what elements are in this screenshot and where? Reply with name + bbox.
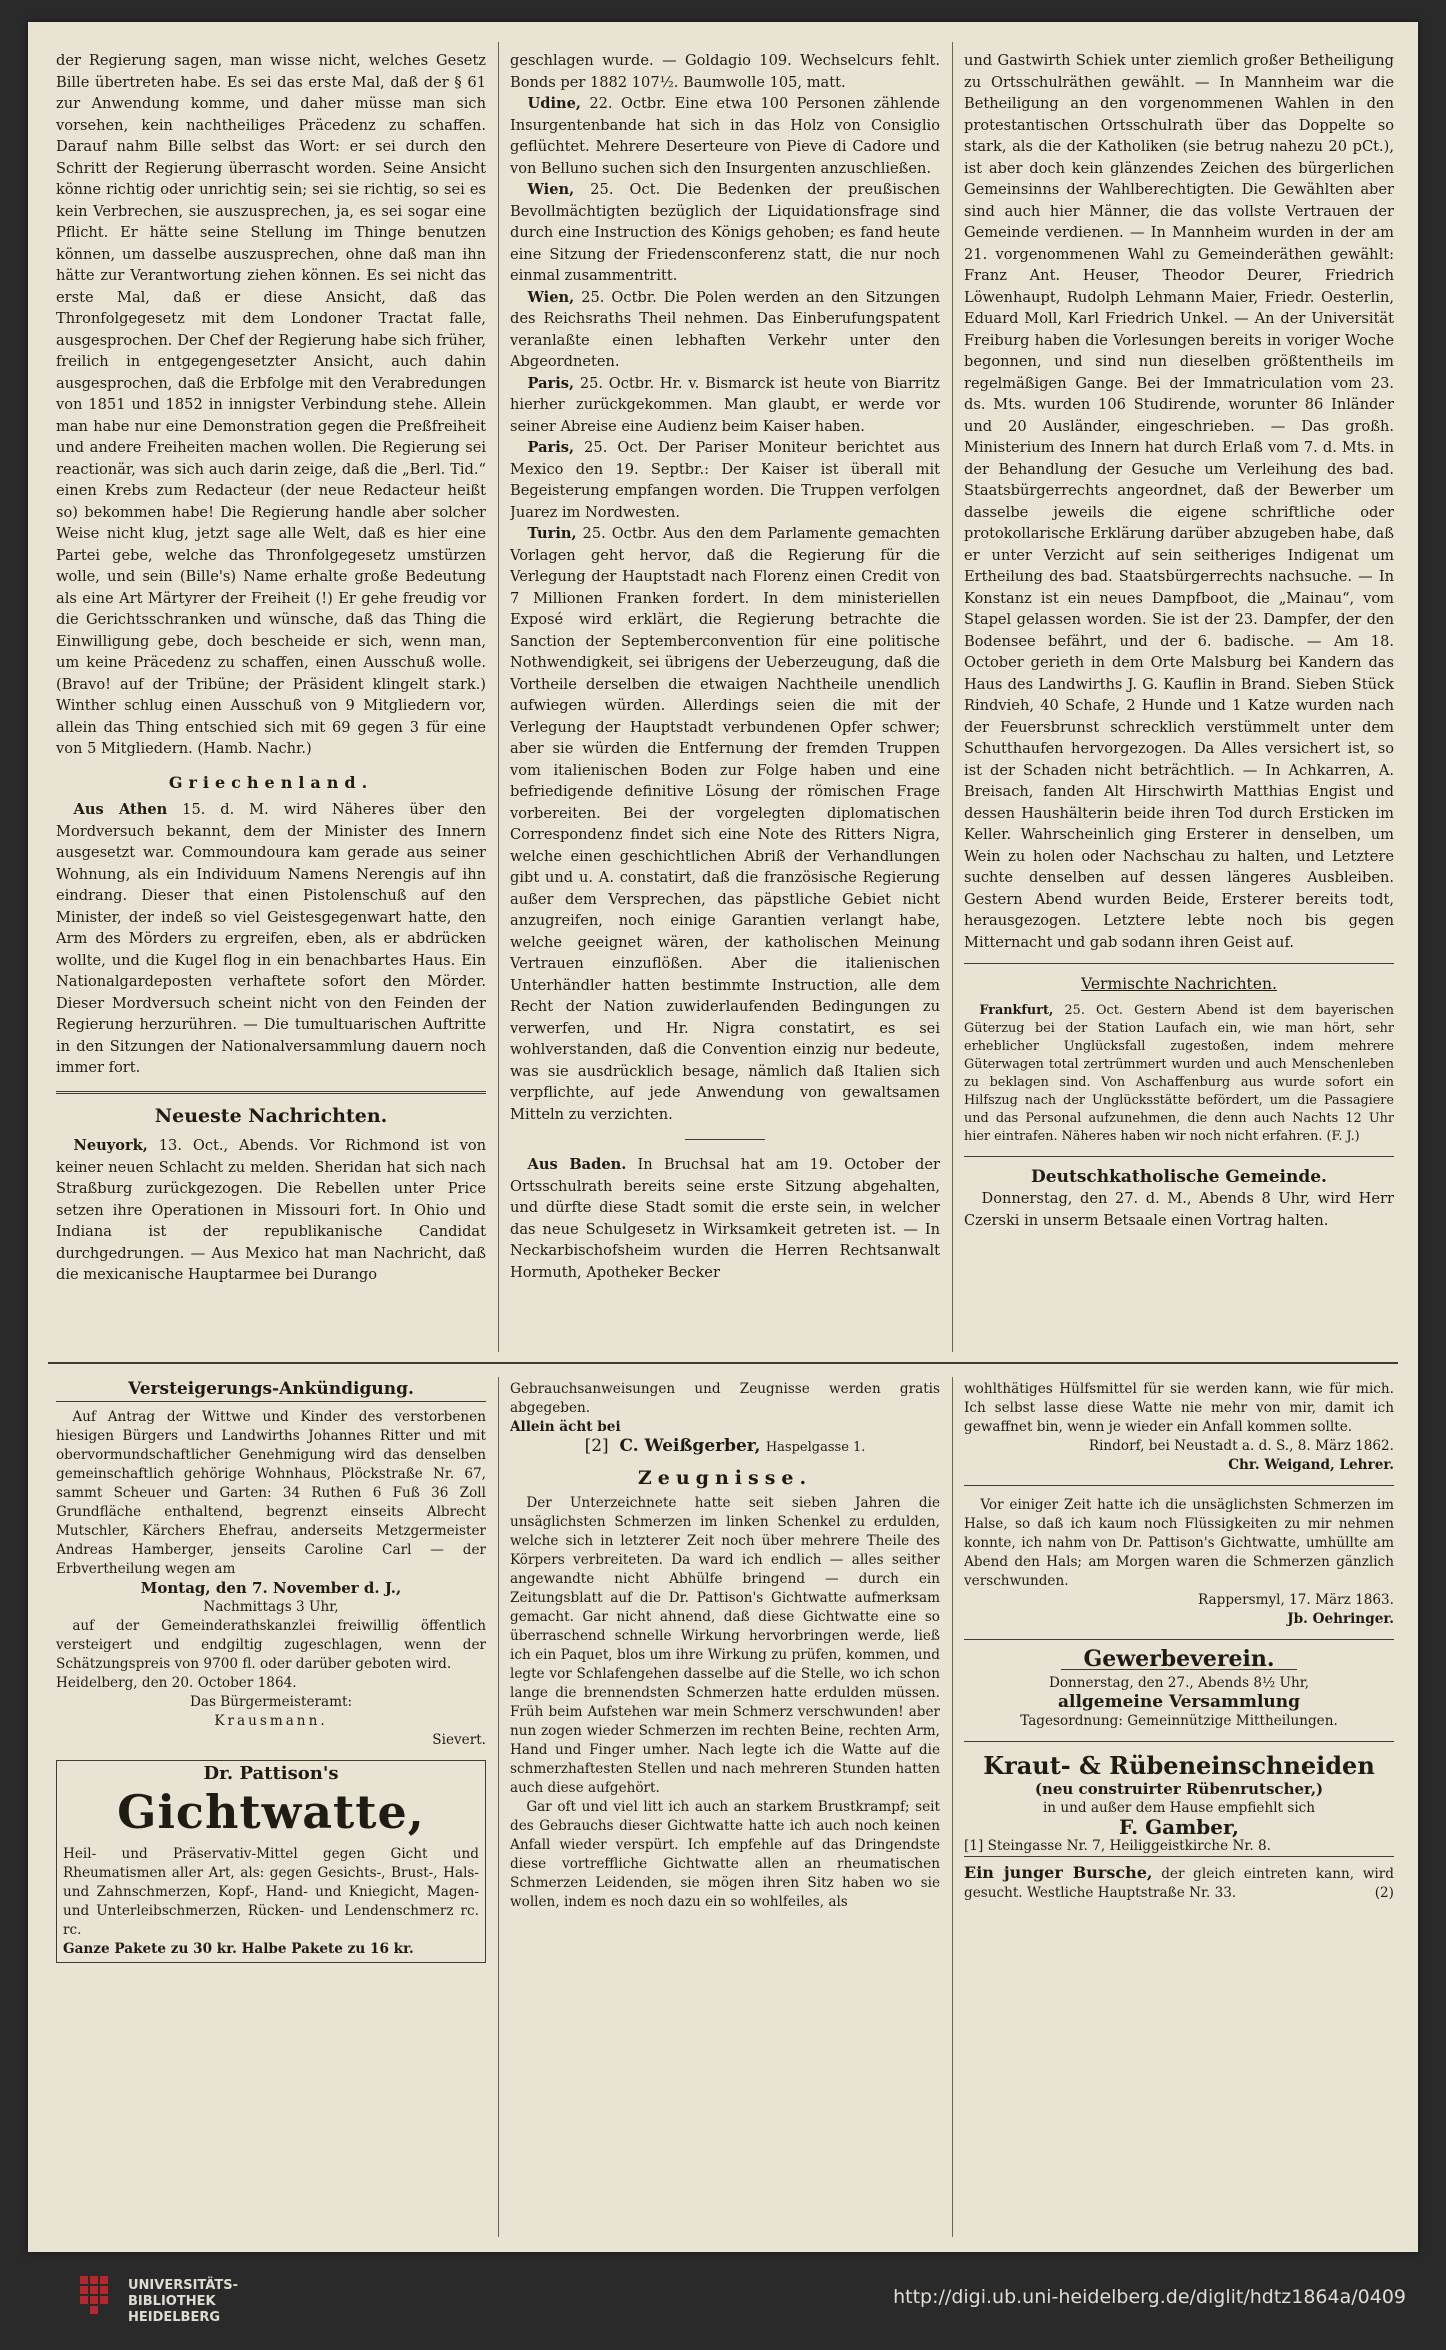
ads-divider (48, 1362, 1398, 1364)
library-name (128, 2278, 238, 2326)
article-text (964, 1002, 1394, 1146)
dateline: Aus Athen (73, 801, 168, 818)
testimonial-place: Rappersmyl, 17. März 1863. (1198, 1592, 1394, 1608)
section-heading-dk: Deutschkatholische Gemeinde. (1031, 1166, 1327, 1187)
testimonial: Der Unterzeichnete hatte seit sieben Jahren die unsäglichsten Schmerzen im linken Schenkel zu erdulden, welche sich in letzterer Zeit noch über mehrere Theile des Körpers verbreiteten. Da ward ich endlich — alles seither angewandte nicht Abhülfe bringend — durch ein Zeitungsblatt auf die Dr. Pattison's Gichtwatte aufmerksam gemacht. Gar nicht ahnend, daß diese Gichtwatte eine so überraschend schnelle Wirkung hervorbringen werde, ließ ich ein Paquet, blos um ihre Wirkung zu prüfen, kommen, und legte vor Schlafengehen dasselbe auf die Stelle, wo ich schon lange die brennendsten Schmerzen hatte erdulden müssen. Früh beim Aufstehen war mein Schmerz verschwunden! aber nun zogen wieder Schmerzen im rechten Beine, rechten Arm, Hand und Finger umher. Nach legte ich die Watte auf die schmerzhaftesten Stellen und nach mehreren Stunden hatten auch diese aufgehört. (510, 1495, 940, 1796)
auction-title: Versteigerungs-Ankündigung. (56, 1380, 486, 1402)
dateline: Udine, (527, 95, 581, 112)
column-3 (964, 50, 1394, 1350)
divider (964, 1156, 1394, 1157)
bursche-ad (964, 1863, 1394, 1903)
pattison-text: Heil- und Präservativ-Mittel gegen Gicht und Rheumatismen aller Art, als: gegen Gesichts-, Brust-, Hals- und Zahnschmerzen, Kopf-, Hand- und Kniegicht, Magen- und Unterleibschmerzen, Rücken- und Lendenschmerz rc. rc. (63, 1846, 479, 1938)
library-name-line: BIBLIOTHEK (128, 2294, 216, 2309)
article-text (510, 523, 940, 1125)
dateline: Neuyork, (73, 1137, 148, 1154)
only-at: Allein ächt bei (510, 1419, 621, 1435)
article-body: 15. d. M. wird Näheres über den Mordversuch bekannt, dem der Minister des Innern ausgesetzt war. Commoundoura kam gerade aus seiner Wohnung, als ein Individuum Namens Nerengis auf ihn eindrang. Dieser that einen Pistolenschuß auf den Minister, der indeß so viel Geistesgegenwart hatte, den Arm des Mörders zu ergreifen, eben, als er abdrücken wollte, und die Kugel flog in ein benachbartes Haus. Ein Nationalgardeposten verhaftete sofort den Mörder. Dieser Mordversuch scheint nicht von den Feinden der Regierung herzurühren. — Die tumultuarischen Auftritte in den Sitzungen der Nationalversammlung dauern noch immer fort. (56, 801, 486, 1076)
gv-date: Donnerstag, den 27., Abends 8½ Uhr, (1048, 1675, 1310, 1691)
article-body: 25. Octbr. Die Polen werden an den Sitzungen des Reichsraths Theil nehmen. Das Einberufungspatent veranlaßte einen lebhaften Verkehr unter den Abgeordneten. (510, 288, 940, 370)
article-body: 22. Octbr. Eine etwa 100 Personen zählende Insurgentenbande hat sich in das Holz von Consiglio geflüchtet. Mehrere Deserteure von Pieve di Cadore und von Belluno suchen sich den Insurgenten anzuschließen. (510, 95, 940, 177)
divider (685, 1139, 765, 1140)
gv-title: Gewerbeverein. (1061, 1650, 1298, 1670)
seller-address: Haspelgasse 1. (765, 1440, 866, 1455)
article-body: 25. Oct. Gestern Abend ist dem bayerischen Güterzug bei der Station Laufach ein, wie man hört, sehr erheblicher Unglücksfall zugestoßen, indem mehrere Güterwagen total zertrümmert wurden und auch Menschenleben zu beklagen sind. Von Aschaffenburg aus wurde sofort ein Hilfszug nach der Unglücksstätte befördert, um die Passagiere und das Personal aufzunehmen, die denn auch Nachts 12 Uhr hier eintrafen. Näheres haben wir noch nicht erfahren. (F. J.) (964, 1002, 1394, 1144)
article-text (56, 1135, 486, 1286)
testimonial: wohlthätiges Hülfsmittel für sie werden kann, wie für mich. Ich selbst lasse diese Watte nie mehr von mir, damit ich gewaffnet bin, wenn je wieder ein Anfall kommen sollte. (964, 1381, 1394, 1435)
divider (964, 1639, 1394, 1640)
column-divider (498, 1377, 499, 2237)
auction-date: Montag, den 7. November d. J., (140, 1579, 402, 1597)
testimonial: Vor einiger Zeit hatte ich die unsäglichsten Schmerzen im Halse, so daß ich kaum noch Flüssigkeiten zu mir nehmen konnte, ich nahm von Dr. Pattison's Gichtwatte, umhüllte am Abend den Hals; am Morgen waren die Schmerzen gänzlich verschwunden. (964, 1497, 1394, 1589)
column-divider (952, 42, 953, 1352)
article-text: geschlagen wurde. — Goldagio 109. Wechselcurs fehlt. Bonds per 1882 107½. Baumwolle 105, matt. (510, 52, 940, 91)
pattison-price: Ganze Pakete zu 30 kr. Halbe Pakete zu 16 kr. (63, 1941, 414, 1957)
pattison-brand: Dr. Pattison's (203, 1763, 339, 1784)
testimonial-name: Jb. Oehringer. (1287, 1611, 1394, 1627)
article-body: 13. Oct., Abends. Vor Richmond ist von keiner neuen Schlacht zu melden. Sheridan hat sich nach Straßburg zurückgezogen. Die Rebellen unter Price setzen ihre Operationen in Missouri fort. In Ohio und Indiana ist der republikanische Candidat durchgedrungen. — Aus Mexico hat man Nachricht, daß die mexicanische Hauptarmee bei Durango (56, 1137, 486, 1283)
ref-number: [2] (584, 1436, 609, 1456)
article-body: 25. Octbr. Aus den dem Parlamente gemachten Vorlagen geht hervor, daß die Regierung für die Verlegung der Hauptstadt nach Florenz einen Credit von 7 Millionen Franken fordert. In dem ministeriellen Exposé wird erklärt, die Regierung betrachte die Sanction der Septemberconvention für eine politische Nothwendigkeit, sei übrigens der Ueberzeugung, daß die Vortheile derselben die etwaigen Nachtheile unendlich aufwiegen würden. Allerdings seien die mit der Verlegung der Hauptstadt verbundenen Opfer schwer; aber sie würden die Entfernung der fremden Truppen vom italienischen Boden zur Folge haben und eine befriedigende definitive Lösung der römischen Frage vorbereiten. Bei der vorgelegten diplomatischen Correspondenz findet sich eine Note des Ritters Nigra, welche einen geschichtlichen Abriß der Verhandlungen gibt und u. A. constatirt, daß die französische Regierung außer dem Versprechen, das päpstliche Gebiet nicht anzugreifen, noch einige Garantien verlangt habe, welche geeignet wären, der katholischen Meinung Vertrauen einzuflößen. Aber die italienischen Unterhändler hatten bestimmte Instruction, alle dem Recht der Nation zuwiderlaufenden Bedingungen zu verwerfen, und Hr. Nigra constatirt, es sei wohlverstanden, daß die Convention einzig nur bedeute, was sie ausdrücklich besage, nämlich daß Italien sich verpflichte, auf jede Anwendung von gewaltsamen Mitteln zu verzichten. (510, 525, 940, 1123)
divider (964, 1741, 1394, 1742)
gv-meeting: allgemeine Versammlung (1057, 1692, 1301, 1712)
article-body: In Bruchsal hat am 19. October der Ortsschulrath bereits seine erste Sitzung abgehalten, und dürfte diese Stadt somit die erste sein, in welcher das neue Schulgesetz in Wirksamkeit getreten ist. — In Neckarbischofsheim wurden die Herren Rechtsanwalt Hormuth, Apotheker Becker (510, 1156, 940, 1281)
ads-column-1 (56, 1380, 486, 2240)
column-1 (56, 50, 486, 1350)
seller (510, 1437, 940, 1457)
divider (964, 963, 1394, 964)
gamber-name: F. Gamber, (1118, 1815, 1240, 1839)
auction-office: Das Bürgermeisteramt: (189, 1694, 353, 1710)
article-text (510, 179, 940, 287)
auction-text: Auf Antrag der Wittwe und Kinder des verstorbenen hiesigen Bürgers und Landwirths Johannes Ritter und mit obervormundschaftlicher Genehmigung wird das denselben gemeinschaftlich gehörige Wohnhaus, Plöckstraße Nr. 67, sammt Scheuer und Garten: 34 Ruthen 6 Fuß 36 Zoll Grundfläche enthaltend, begrenzt einseits Albrecht Mutschler, Kärchers Ehefrau, anderseits Metzgermeister Andreas Hamberger, jenseits Caroline Carl — der Erbvertheilung wegen am (56, 1409, 486, 1577)
testimonial-place: Rindorf, bei Neustadt a. d. S., 8. März 1862. (1088, 1438, 1394, 1454)
divider (964, 1485, 1394, 1486)
testimonial-name: Chr. Weigand, Lehrer. (1228, 1457, 1394, 1473)
library-logo-icon (78, 2274, 118, 2324)
ads-column-3 (964, 1380, 1394, 2240)
bursche-title: Ein junger Bursche, (964, 1863, 1153, 1882)
kraut-text: in und außer dem Hause empfiehlt sich (1042, 1800, 1316, 1816)
kraut-sub: (neu construirter Rübenrutscher,) (1034, 1780, 1324, 1798)
auction-time: Nachmittags 3 Uhr, (203, 1599, 339, 1615)
pattison-ad (56, 1760, 486, 1963)
dateline: Aus Baden. (527, 1156, 627, 1173)
testimonial: Gar oft und viel litt ich auch an starkem Brustkrampf; seit des Gebrauchs dieser Gichtwatte hatte ich auch noch keinen Anfall wieder verspürt. Ich empfehle auf das Dringendste diese vortreffliche Gichtwatte allen an rheumatischen Schmerzen Leidenden, sie mögen ihren Sitz haben wo sie wollen, indem es noch dazu ein so wohlfeiles, als (510, 1799, 940, 1910)
column-divider (952, 1377, 953, 2237)
article-text: Donnerstag, den 27. d. M., Abends 8 Uhr, wird Herr Czerski in unserm Betsaale einen Vortrag halten. (964, 1190, 1394, 1229)
article-text (510, 1154, 940, 1283)
kraut-title: Kraut- & Rübeneinschneiden (983, 1751, 1375, 1780)
dateline: Frankfurt, (979, 1002, 1054, 1018)
column-divider (498, 42, 499, 1352)
dateline: Turin, (527, 525, 577, 542)
dateline: Paris, (527, 439, 575, 456)
section-heading-greece: Griechenland. (168, 772, 374, 792)
article-text (510, 93, 940, 179)
article-text: und Gastwirth Schiek unter ziemlich großer Betheiligung zu Ortsschulräthen gewählt. — In Mannheim war die Betheiligung an den vorgenommenen Wahlen in den protestantischen Ortsschulrath über das Doppelte so stark, als die der Katholiken (sie betrug nahezu 20 pCt.), ist aber doch kein glänzendes Zeichen des bürgerlichen Gemeinsinns der Wahlberechtigten. Die Gewählten aber sind auch hier Männer, die das vollste Vertrauen der Gemeinde verdienen. — In Mannheim wurden in der am 21. vorgenommenen Wahl zu Gemeinderäthen gewählt: Franz Ant. Heuser, Theodor Deurer, Friedrich Löwenhaupt, Rudolph Lehmann Maier, Friedr. Oesterlin, Eduard Moll, Karl Friedrich Unkel. — An der Universität Freiburg haben die Vorlesungen bereits in voriger Woche begonnen, und sind nun dieselben größtentheils im regelmäßigen Gange. Bei der Immatriculation vom 23. ds. Mts. wurden 106 Studirende, worunter 86 Inländer und 20 Ausländer, eingeschrieben. — Das großh. Ministerium des Innern hat durch Erlaß vom 7. d. Mts. in der Behandlung der Gesuche um Verleihung des bad. Staatsbürgerrechts angeordnet, daß der Bewerber um dasselbe jeweils die eigene schriftliche oder protokollarische Erklärung darüber abzugeben habe, daß er unter Verzicht auf sein seitheriges Indigenat um Ertheilung des bad. Staatsbürgerrechts nachsuche. — In Konstanz ist ein neues Dampfboot, die „Mainau“, vom Stapel gelassen worden. Sie ist der 23. Dampfer, der den Bodensee befährt, und der 6. badische. — Am 18. October gerieth in dem Orte Malsburg bei Kandern das Haus des Landwirths J. G. Kauflin in Brand. Sieben Stück Rindvieh, 40 Schafe, 2 Hunde und 1 Katze wurden nach der Feuersbrunst schrecklich verstümmelt unter dem Schutthaufen hervorgezogen. Da Alles versichert ist, so ist der Schaden nicht beträchtlich. — In Achkarren, A. Breisach, fanden Alt Hirschwirth Matthias Engist und dessen Haushälterin beide ihren Tod durch Ersticken im Keller. Wahrscheinlich ging Ersterer in denselben, um Wein zu holen oder Nachschau zu halten, und Letztere suchte denselben auf dessen längeres Ausbleiben. Gestern Abend wurden Beide, Ersterer bereits todt, herausgezogen. Letztere lebte noch bis gegen Mitternacht und gab sodann ihren Geist auf. (964, 52, 1394, 951)
article-text (510, 437, 940, 523)
dateline: Paris, (527, 374, 575, 392)
dateline: Wien, (527, 181, 575, 198)
ads-column-2 (510, 1380, 940, 2240)
article-body: 25. Octbr. Hr. v. Bismarck ist heute von Biarritz hierher zurückgekommen. Man glaubt, er werde vor seiner Abreise eine Audienz beim Kaiser haben. (510, 374, 940, 435)
gv-agenda: Tagesordnung: Gemeinnützige Mittheilungen. (1020, 1713, 1338, 1729)
auction-signature-2: Sievert. (432, 1732, 486, 1748)
dateline: Wien, (527, 288, 575, 306)
article-text (510, 373, 940, 438)
newspaper-page (28, 22, 1418, 2252)
library-name-line: HEIDELBERG (128, 2310, 221, 2325)
column-2 (510, 50, 940, 1350)
use-note: Gebrauchsanweisungen und Zeugnisse werden gratis abgegeben. (510, 1381, 940, 1416)
bursche-text: der gleich eintreten kann, wird gesucht. Westliche Hauptstraße Nr. 33. (964, 1866, 1394, 1901)
ref-number: [1] (964, 1838, 984, 1854)
section-heading-misc: Vermischte Nachrichten. (1081, 975, 1277, 993)
auction-text: auf der Gemeinderathskanzlei freiwillig öffentlich versteigert und endgiltig zugeschlagen, wenn der Schätzungspreis von 9700 fl. oder darüber geboten wird. (56, 1618, 486, 1672)
footer-bar (0, 2252, 1446, 2350)
seller-name: C. Weißgerber, (619, 1436, 761, 1456)
auction-place-date: Heidelberg, den 20. October 1864. (56, 1675, 297, 1691)
testimonials-heading: Zeugnisse. (637, 1467, 813, 1489)
article-text: der Regierung sagen, man wisse nicht, welches Gesetz Bille übertreten habe. Es sei das erste Mal, daß der § 61 zur Anwendung komme, und daher müsse man sich vorsehen, kein nachtheiliges Präcedenz zu schaffen. Darauf nahm Bille selbst das Wort: er sei durch den Schritt der Regierung überrascht worden. Seine Ansicht könne richtig oder unrichtig sein; sei sie richtig, so sei es kein Verbrechen, sie auszusprechen, ja, es sei sogar eine Pflicht. Er hätte seine Stellung im Thinge benutzen können, um dasselbe auszusprechen, ohne daß man ihn hätte zur Verantwortung ziehen können. Es sei nicht das erste Mal, daß er diese Ansicht, daß das Thronfolgegesetz mit dem Londoner Tractat falle, ausgesprochen. Der Chef der Regierung habe sich früher, freilich in entgegengesetzter Ansicht, auch dahin ausgesprochen, daß die Erbfolge mit den Verabredungen von 1851 und 1852 in innigster Verbindung stehe. Allein man habe nur eine Demonstration gegen die Preßfreiheit und andere Freiheiten machen wollen. Die Regierung sei reactionär, was sich auch darin zeige, daß die „Berl. Tid.“ einen Krebs zum Redacteur (der neue Redacteur heißt so) bekommen habe! Die Regierung handle aber solcher Weise nicht klug, jetzt sage alle Welt, daß es hier eine Partei gebe, welche das Thronfolgegesetz umstürzen wolle, und sein (Bille's) Name erhalte große Bedeutung als eine Art Märtyrer der Freiheit (!) Er gehe freudig vor die Gerichtsschranken und wünsche, daß das Thing die Einwilligung gebe, doch bescheide er sich, wenn man, um keine Präcedenz zu schaffen, einen Ausschuß wolle. (Bravo! auf der Tribüne; der Präsident klingelt stark.) Winther schlug einen Ausschuß von 9 Mitgliedern vor, allein das Thing entschied sich mit 69 gegen 3 für eine von 5 Mitgliedern. (Hamb. Nachr.) (56, 52, 486, 757)
auction-signature: Krausmann. (214, 1713, 328, 1729)
gamber-address-line (964, 1837, 1394, 1857)
pattison-title: Gichtwatte, (117, 1785, 425, 1839)
article-text (510, 287, 940, 373)
section-heading-latest: Neueste Nachrichten. (154, 1104, 388, 1127)
gamber-address: Steingasse Nr. 7, Heiliggeistkirche Nr. 8. (987, 1838, 1271, 1854)
library-name-line: UNIVERSITÄTS- (128, 2278, 238, 2293)
source-url[interactable]: http://digi.ub.uni-heidelberg.de/diglit/hdtz1864a/0409 (893, 2286, 1406, 2308)
article-body: 25. Oct. Der Pariser Moniteur berichtet aus Mexico den 19. Septbr.: Der Kaiser ist überall mit Begeisterung empfangen worden. Die Truppen verfolgen Juarez im Nordwesten. (510, 439, 940, 521)
article-text (56, 799, 486, 1079)
divider (56, 1091, 486, 1094)
ref-number: (2) (1374, 1885, 1394, 1901)
article-body: 25. Oct. Die Bedenken der preußischen Bevollmächtigten bezüglich der Liquidationsfrage sind durch eine Instruction des Königs gehoben; es fand heute eine Sitzung der Friedensconferenz statt, die nur noch einmal zusammentritt. (510, 181, 940, 284)
